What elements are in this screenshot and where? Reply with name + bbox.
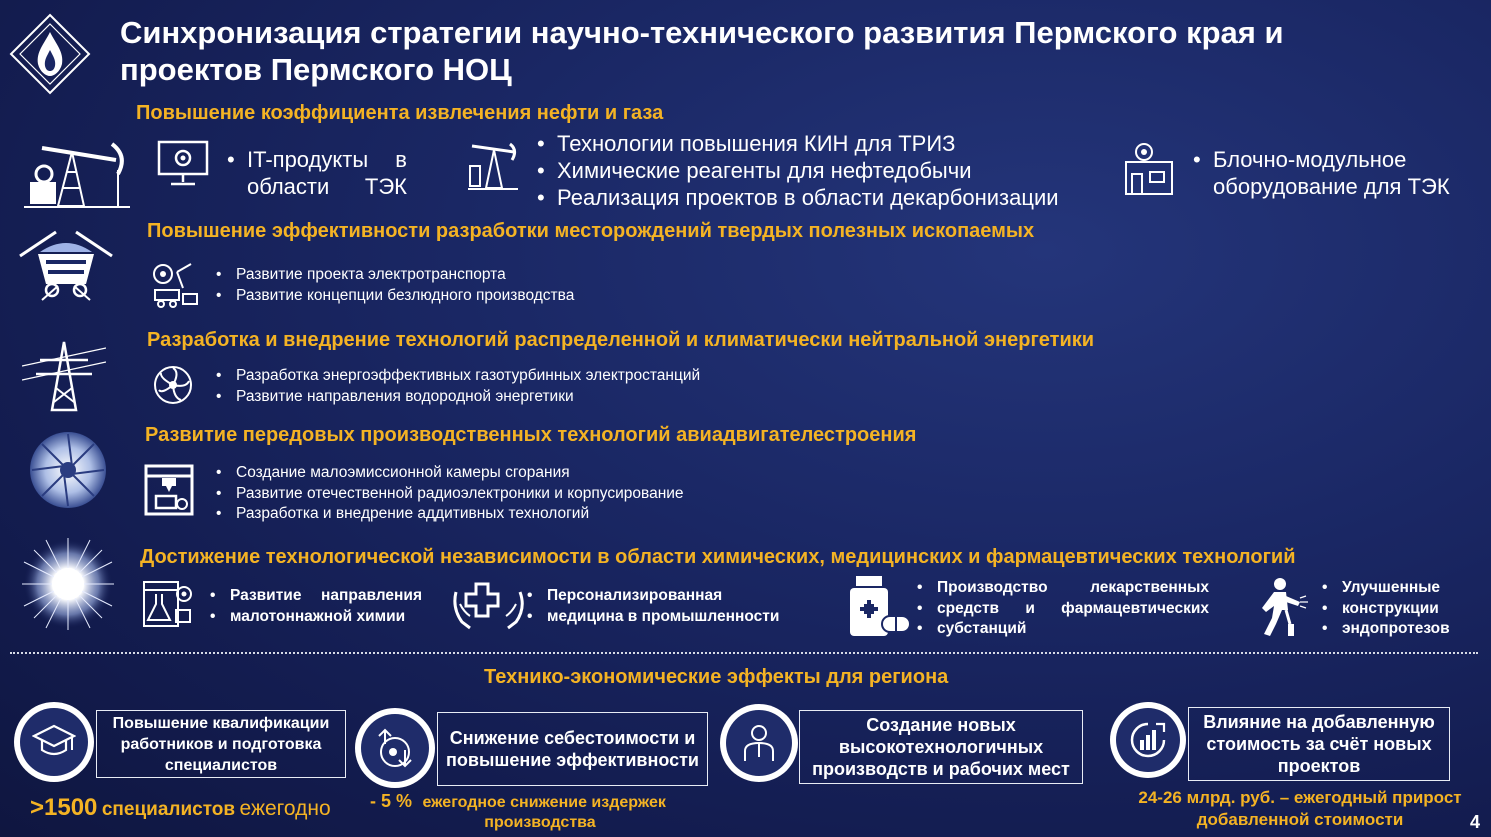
effect-metric-1: >1500 специалистов ежегодно — [30, 794, 331, 821]
section-chemistry-list-4 — [1322, 578, 1472, 640]
effects-title: Технико-экономические эффекты для региона — [484, 666, 949, 688]
effect-ring-2 — [355, 708, 435, 788]
dotted-divider — [10, 652, 1478, 654]
effect-ring-3 — [720, 704, 798, 782]
engine-fan-icon — [28, 430, 108, 510]
list-item-cont: • малотоннажной химии — [210, 607, 422, 628]
list-item: • Улучшенные — [1322, 578, 1472, 599]
prosthesis-person-icon — [1258, 576, 1310, 638]
list-item-cont: • конструкции — [1322, 599, 1472, 620]
effect-metric-2b: производства — [484, 814, 596, 831]
logo — [8, 12, 92, 96]
effect-ring-4 — [1110, 702, 1186, 778]
effect-metric-2: - 5 % ежегодное снижение издержек — [370, 791, 666, 811]
3d-printer-icon — [144, 464, 194, 516]
power-tower-icon — [22, 338, 106, 412]
computer-gear-icon — [157, 140, 209, 188]
section-energy-list — [216, 366, 816, 407]
pump-icon — [468, 138, 518, 190]
list-item-cont: • средств и фармацевтических — [917, 599, 1209, 620]
effect-metric-4: 24-26 млрд. руб. – ежегодный прирост добавленной стоимости — [1138, 788, 1462, 829]
list-item: • Технологии повышения КИН для ТРИЗ — [537, 130, 1097, 157]
effect-box-3: Создание новых высокотехнологичных производств и рабочих мест — [799, 710, 1083, 784]
section-oil-list-1 — [227, 146, 407, 200]
section-aviation-title: Развитие передовых производственных технологий авиадвигателестроения — [145, 424, 917, 446]
list-item: • Персонализированная — [527, 586, 797, 607]
section-chemistry-list-2 — [527, 586, 797, 627]
effect-ring-inner — [726, 710, 792, 776]
list-item: • IT-продукты в области ТЭК — [227, 146, 407, 200]
list-item-cont: • медицина в промышленности — [527, 607, 797, 628]
list-item: • Блочно-модульное оборудование для ТЭК — [1193, 146, 1483, 200]
list-item: • Развитие направления водородной энергетики — [216, 387, 816, 408]
list-item: • Развитие проекта электротранспорта — [216, 265, 716, 286]
factory-gear-icon — [1122, 140, 1176, 196]
effect-ring-inner — [361, 714, 429, 782]
robot-arm-icon — [151, 262, 199, 308]
effect-ring-inner — [20, 708, 88, 776]
medicine-bottle-icon — [846, 574, 912, 640]
effect-box-2: Снижение себестоимости и повышение эффективности — [437, 712, 708, 786]
section-chemistry-list-1 — [210, 586, 422, 627]
list-item: • Реализация проектов в области декарбонизации — [537, 184, 1097, 211]
section-chemistry-list-3 — [917, 578, 1209, 640]
effect-box-1: Повышение квалификации работников и подготовка специалистов — [96, 710, 346, 778]
list-item: • Разработка энергоэффективных газотурбинных электростанций — [216, 366, 816, 387]
oil-pump-icon — [24, 130, 130, 208]
list-item: • Химические реагенты для нефтедобычи — [537, 157, 1097, 184]
effect-ring-inner — [1116, 708, 1180, 772]
graduation-cap-icon — [32, 724, 76, 760]
list-item: • Развитие направления — [210, 586, 422, 607]
section-chemistry-title: Достижение технологической независимости в области химических, медицинских и фармацевтических технологий — [140, 546, 1296, 568]
section-mining-list — [216, 265, 716, 306]
list-item: • Разработка и внедрение аддитивных технологий — [216, 504, 816, 525]
list-item: • Развитие отечественной радиоэлектроники и корпусирование — [216, 484, 816, 505]
list-item-cont: • эндопротезов — [1322, 619, 1472, 640]
effect-ring-1 — [14, 702, 94, 782]
section-aviation-list — [216, 463, 816, 525]
growth-chart-icon — [1128, 720, 1168, 760]
section-oil-list-3 — [1193, 146, 1483, 200]
list-item: • Создание малоэмиссионной камеры сгорания — [216, 463, 816, 484]
section-energy-title: Разработка и внедрение технологий распределенной и климатически нейтральной энергетики — [147, 329, 1095, 351]
page-title: Синхронизация стратегии научно-технического развития Пермского края и проектов Пермского НОЦ — [120, 15, 1284, 87]
starburst-icon — [22, 538, 114, 630]
medical-hands-icon — [452, 578, 526, 630]
mine-cart-icon — [16, 226, 116, 304]
section-oil-list-2 — [537, 130, 1097, 211]
worker-icon — [741, 723, 777, 763]
section-oil-title: Повышение коэффициента извлечения нефти и газа — [136, 102, 664, 124]
list-item: • Производство лекарственных — [917, 578, 1209, 599]
turbine-icon — [152, 364, 194, 406]
list-item-cont: • субстанций — [917, 619, 1209, 640]
list-item: • Развитие концепции безлюдного производства — [216, 286, 716, 307]
efficiency-arrows-icon — [373, 726, 417, 770]
effect-box-4: Влияние на добавленную стоимость за счёт новых проектов — [1188, 707, 1450, 781]
section-mining-title: Повышение эффективности разработки месторождений твердых полезных ископаемых — [147, 220, 1035, 242]
page-number: 4 — [1470, 812, 1481, 832]
chemistry-flask-icon — [142, 580, 194, 628]
